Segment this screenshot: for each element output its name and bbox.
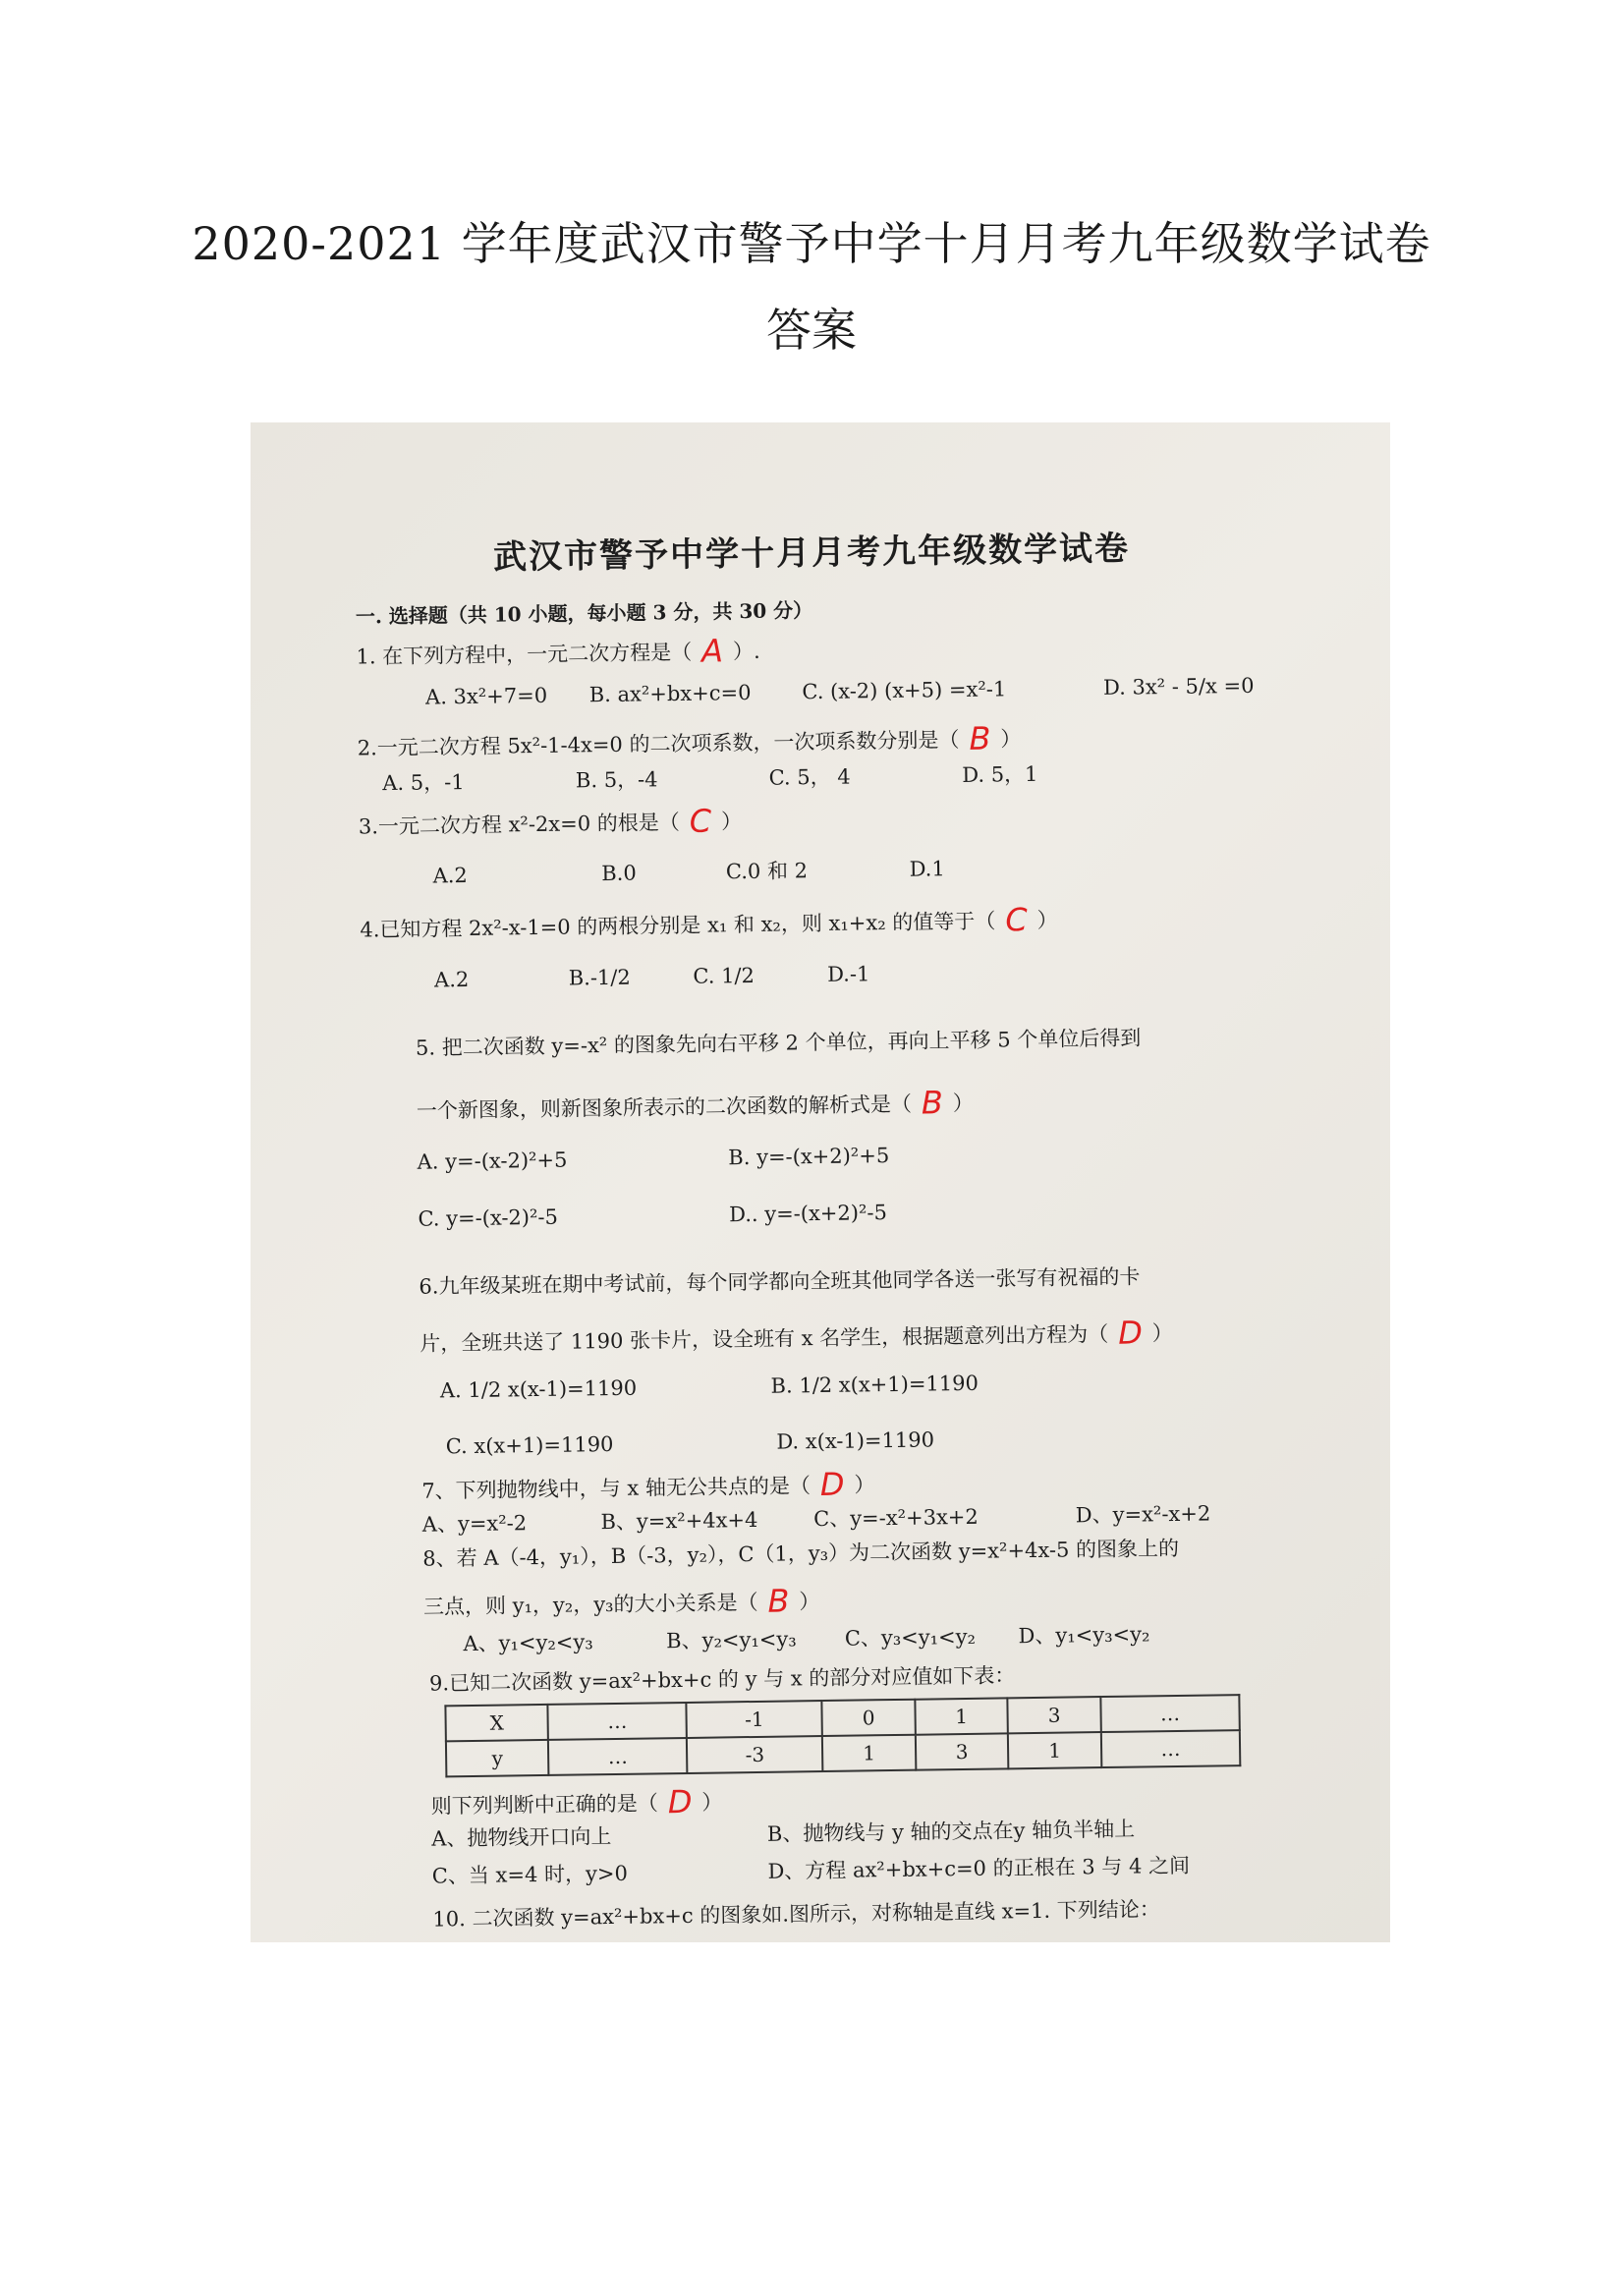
table-cell: 0 xyxy=(822,1700,916,1736)
handwritten-answer: B xyxy=(969,719,991,757)
option-a: A、y₁<y₂<y₃ xyxy=(463,1630,593,1656)
option-c: C、y₃<y₁<y₂ xyxy=(844,1624,977,1651)
question-stem-text: 三点，则 y₁，y₂，y₃的大小关系是（ xyxy=(422,1590,758,1619)
option-b: B. y=-(x+2)²+5 xyxy=(728,1144,890,1170)
table-cell: -1 xyxy=(687,1701,822,1738)
option-d: D.. y=-(x+2)²-5 xyxy=(728,1201,888,1227)
table-cell: 1 xyxy=(822,1735,916,1771)
question-stem-end: ） xyxy=(799,1590,820,1614)
question-stem-text: 片，全班共送了 1190 张卡片，设全班有 x 名学生，根据题意列出方程为（ xyxy=(420,1321,1109,1356)
question-stem-end: ） xyxy=(720,810,743,834)
option-c: C、当 x=4 时，y>0 xyxy=(431,1861,629,1888)
table-cell: 1 xyxy=(1008,1732,1101,1768)
option-a: A. 1/2 x(x-1)=1190 xyxy=(439,1375,638,1403)
question-8-stem: 8、若 A（-4，y₁），B（-3，y₂），C（1，y₃）为二次函数 y=x²+4x-5 的图象上的 xyxy=(422,1536,1180,1571)
option-a: A. y=-(x-2)²+5 xyxy=(417,1148,568,1174)
question-stem-end: ） xyxy=(701,1790,723,1815)
table-cell: 3 xyxy=(1008,1697,1101,1733)
question-stem-text: 则下列判断中正确的是（ xyxy=(430,1791,658,1819)
question-8-stem-cont xyxy=(423,1582,820,1625)
handwritten-answer: B xyxy=(767,1582,790,1620)
option-c: C. x(x+1)=1190 xyxy=(445,1431,614,1459)
option-b: B.-1/2 xyxy=(568,965,631,990)
question-4-options xyxy=(434,962,870,991)
exam-paper xyxy=(251,422,1390,1942)
option-b: B. ax²+bx+c=0 xyxy=(588,680,752,707)
handwritten-answer: D xyxy=(1117,1314,1144,1352)
option-d: D. 5，1 xyxy=(962,761,1038,787)
question-stem-text: 3.一元二次方程 x²-2x=0 的根是（ xyxy=(358,810,680,839)
option-a: A.2 xyxy=(432,863,468,888)
table-cell: 3 xyxy=(916,1733,1009,1769)
question-4-stem xyxy=(360,901,1058,948)
question-8-options xyxy=(463,1618,1149,1657)
question-9-stem: 9.已知二次函数 y=ax²+bx+c 的 y 与 x 的部分对应值如下表： xyxy=(428,1663,1016,1696)
table-cell: … xyxy=(1101,1730,1241,1767)
question-stem-end: ） xyxy=(1000,727,1022,752)
option-c: C. (x-2) (x+5) =x²-1 xyxy=(802,677,1007,704)
question-stem-end: ） xyxy=(854,1473,875,1497)
option-c: C. y=-(x-2)²-5 xyxy=(418,1204,559,1231)
option-b: B、抛物线与 y 轴的交点在y 轴负半轴上 xyxy=(766,1817,1136,1846)
option-d: D.-1 xyxy=(826,962,870,986)
option-b: B. 1/2 x(x+1)=1190 xyxy=(770,1371,979,1398)
question-3-stem xyxy=(359,802,743,844)
question-6-options-ab xyxy=(440,1372,979,1403)
question-1-options xyxy=(425,674,1255,709)
table-cell: 1 xyxy=(915,1698,1008,1734)
table-cell: … xyxy=(548,1738,688,1775)
option-d: D.1 xyxy=(909,857,945,881)
exam-title: 武汉市警予中学十月月考九年级数学试卷 xyxy=(492,529,1131,578)
table-cell: y xyxy=(446,1740,549,1776)
handwritten-answer: C xyxy=(1005,901,1028,939)
option-d: D、y₁<y₃<y₂ xyxy=(1018,1622,1150,1649)
value-table xyxy=(444,1694,1241,1777)
document-title: 2020-2021 学年度武汉市警予中学十月月考九年级数学试卷 xyxy=(192,217,1431,270)
option-c: C、y=-x²+3x+2 xyxy=(812,1504,979,1532)
option-a: A.2 xyxy=(433,967,470,992)
question-5-options-cd xyxy=(418,1201,887,1231)
option-c: C. 5， 4 xyxy=(768,764,851,790)
option-d: D. 3x² - 5/x =0 xyxy=(1102,673,1255,700)
question-1-stem xyxy=(356,632,760,675)
option-d: D. x(x-1)=1190 xyxy=(776,1428,935,1454)
table-cell: X xyxy=(445,1705,548,1741)
option-d: D、y=x²-x+2 xyxy=(1075,1501,1211,1528)
handwritten-answer: D xyxy=(667,1782,693,1821)
option-b: B、y₂<y₁<y₃ xyxy=(666,1627,797,1653)
question-10-stem: 10. 二次函数 y=ax²+bx+c 的图象如.图所示，对称轴是直线 x=1. 下列结论： xyxy=(432,1897,1160,1932)
question-7-stem xyxy=(421,1465,875,1508)
handwritten-answer: C xyxy=(689,802,712,840)
section-header: 一. 选择题（共 10 小题，每小题 3 分，共 30 分） xyxy=(355,598,813,629)
question-stem-end: ） xyxy=(952,1091,975,1116)
handwritten-answer: D xyxy=(819,1465,845,1504)
table-cell: … xyxy=(548,1703,688,1740)
question-9-options-cd xyxy=(432,1850,1191,1890)
option-b: B、y=x²+4x+4 xyxy=(600,1507,758,1535)
table-cell: -3 xyxy=(687,1736,822,1773)
question-5-stem-cont xyxy=(417,1084,974,1129)
question-stem-end: ） xyxy=(1151,1321,1173,1346)
handwritten-answer: A xyxy=(700,632,724,670)
handwritten-answer: B xyxy=(921,1084,944,1122)
question-stem-text: 一个新图象，则新图象所表示的二次函数的解析式是（ xyxy=(416,1092,913,1123)
option-a: A、抛物线开口向上 xyxy=(431,1824,612,1851)
question-9-stem-cont xyxy=(431,1782,723,1823)
question-stem-text: 1. 在下列方程中，一元二次方程是（ xyxy=(356,640,693,669)
question-stem-end: ）. xyxy=(732,639,760,664)
question-stem-end: ） xyxy=(1036,908,1058,932)
option-a: A、y=x²-2 xyxy=(421,1511,528,1537)
question-3-options xyxy=(432,853,945,889)
option-d: D、方程 ax²+bx+c=0 的正根在 3 与 4 之间 xyxy=(767,1853,1191,1883)
question-6-options-cd xyxy=(446,1428,935,1458)
question-6-stem-cont xyxy=(420,1314,1173,1362)
question-2-stem xyxy=(358,719,1022,765)
question-5-stem: 5. 把二次函数 y=-x² 的图象先向右平移 2 个单位，再向上平移 5 个单位后得到 xyxy=(415,1026,1142,1060)
table-cell: … xyxy=(1100,1695,1240,1732)
option-a: A. 3x²+7=0 xyxy=(424,683,548,709)
option-a: A. 5，-1 xyxy=(382,770,465,796)
question-stem-text: 4.已知方程 2x²-x-1=0 的两根分别是 x₁ 和 x₂，则 x₁+x₂ 的值等于（ xyxy=(360,909,996,942)
question-stem-text: 7、下列抛物线中，与 x 轴无公共点的是（ xyxy=(421,1474,812,1503)
option-b: B.0 xyxy=(601,861,637,886)
option-b: B. 5，-4 xyxy=(575,767,658,793)
question-stem-text: 2.一元二次方程 5x²-1-4x=0 的二次项系数，一次项系数分别是（ xyxy=(357,727,960,760)
exam-photo xyxy=(251,422,1390,1942)
question-5-options-ab xyxy=(418,1144,890,1174)
option-c: C. 1/2 xyxy=(693,963,756,988)
question-6-stem: 6.九年级某班在期中考试前，每个同学都向全班其他同学各送一张写有祝福的卡 xyxy=(419,1264,1141,1299)
document-subtitle: 答案 xyxy=(766,304,857,357)
option-c: C.0 和 2 xyxy=(725,859,809,884)
